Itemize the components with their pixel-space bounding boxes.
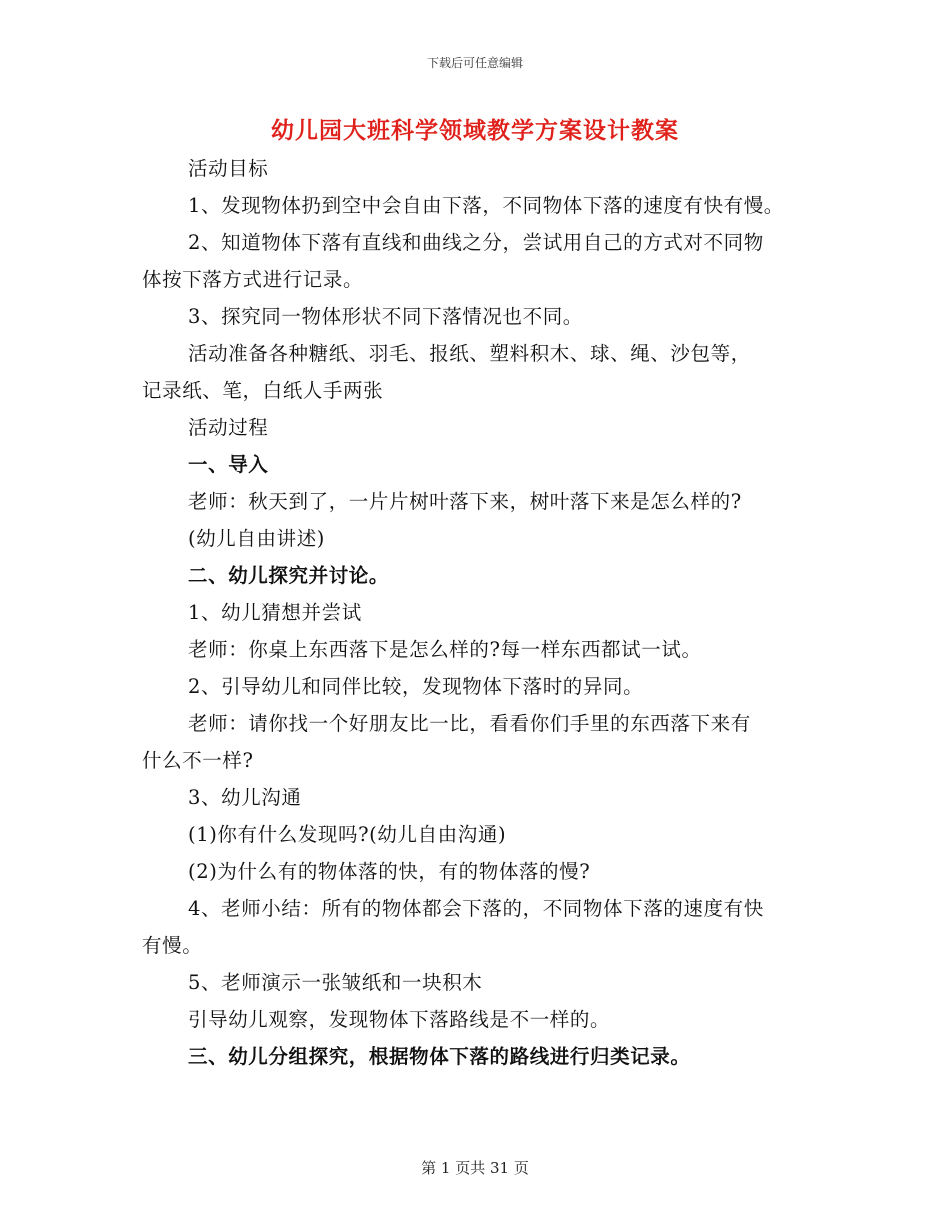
paragraph: 老师：秋天到了，一片片树叶落下来，树叶落下来是怎么样的? <box>188 490 742 513</box>
paragraph-continuation: 记录纸、笔，白纸人手两张 <box>142 379 384 402</box>
paragraph: 3、幼儿沟通 <box>188 786 302 809</box>
page-header: 下载后可任意编辑 <box>426 56 523 70</box>
paragraph: (2)为什么有的物体落的快，有的物体落的慢? <box>188 860 591 883</box>
paragraph-continuation: 什么不一样? <box>142 749 254 772</box>
section-label: 活动过程 <box>188 416 269 439</box>
section-heading: 一、导入 <box>188 453 269 476</box>
document-title: 幼儿园大班科学领域教学方案设计教案 <box>271 117 679 144</box>
paragraph: 1、发现物体扔到空中会自由下落，不同物体下落的速度有快有慢。 <box>188 194 784 217</box>
paragraph-continuation: 体按下落方式进行记录。 <box>142 268 364 291</box>
page-footer: 第 1 页共 31 页 <box>421 1159 529 1177</box>
paragraph: 老师：你桌上东西落下是怎么样的?每一样东西都试一试。 <box>188 638 702 661</box>
paragraph: 5、老师演示一张皱纸和一块积木 <box>188 971 483 994</box>
paragraph: 4、老师小结：所有的物体都会下落的，不同物体下落的速度有快 <box>188 897 764 920</box>
section-heading: 二、幼儿探究并讨论。 <box>188 564 390 587</box>
paragraph: 活动准备各种糖纸、羽毛、报纸、塑料积木、球、绳、沙包等， <box>188 342 751 365</box>
paragraph-continuation: 有慢。 <box>142 934 203 957</box>
paragraph: 2、引导幼儿和同伴比较，发现物体下落时的异同。 <box>188 675 644 698</box>
section-label: 活动目标 <box>188 157 269 180</box>
paragraph: 引导幼儿观察，发现物体下落路线是不一样的。 <box>188 1008 611 1031</box>
paragraph: 3、探究同一物体形状不同下落情况也不同。 <box>188 305 583 328</box>
paragraph: 1、幼儿猜想并尝试 <box>188 601 362 624</box>
paragraph: (1)你有什么发现吗?(幼儿自由沟通) <box>188 823 507 846</box>
section-heading: 三、幼儿分组探究，根据物体下落的路线进行归类记录。 <box>188 1045 691 1068</box>
document-body <box>142 150 822 1075</box>
paragraph: 2、知道物体下落有直线和曲线之分，尝试用自己的方式对不同物 <box>188 231 764 254</box>
paragraph: 老师：请你找一个好朋友比一比，看看你们手里的东西落下来有 <box>188 712 751 735</box>
paragraph: (幼儿自由讲述) <box>188 527 326 550</box>
